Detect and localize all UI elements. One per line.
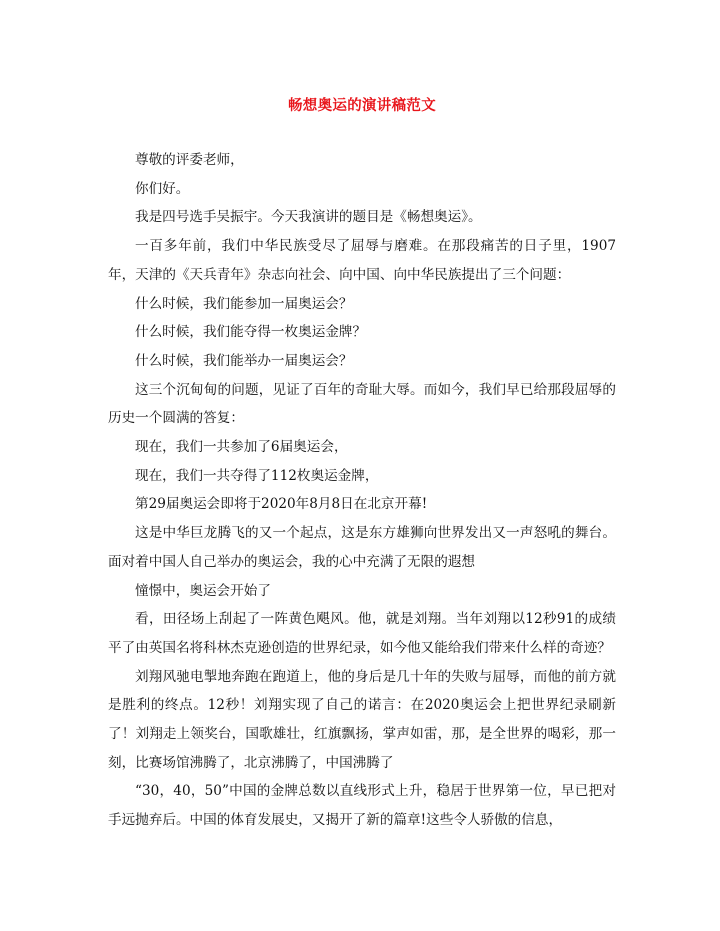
paragraph: 一百多年前，我们中华民族受尽了屈辱与磨难。在那段痛苦的日子里，1907年，天津的《天兵青年》杂志向社会、向中国、向中华民族提出了三个问题： [108, 238, 616, 283]
paragraph: 什么时候，我们能夺得一枚奥运金牌？ [135, 324, 367, 341]
paragraph: 什么时候，我们能举办一届奥运会？ [135, 352, 353, 369]
paragraph: 什么时候，我们能参加一届奥运会？ [135, 295, 353, 312]
paragraph: 第29届奥运会即将于2020年8月8日在北京开幕! [135, 496, 428, 513]
document-body [108, 146, 616, 835]
paragraph: 现在，我们一共参加了6届奥运会， [135, 439, 348, 456]
paragraph: 尊敬的评委老师， [135, 152, 244, 168]
paragraph: 这三个沉甸甸的问题，见证了百年的奇耻大辱。而如今，我们早已给那段屈辱的历史一个圆满的答复： [108, 381, 616, 427]
paragraph: 刘翔风驰电掣地奔跑在跑道上，他的身后是几十年的失败与屈辱，而他的前方就是胜利的终点。12秒！刘翔实现了自己的诺言：在2020奥运会上把世界纪录刷新了！刘翔走上领奖台，国歌雄壮，红旗飘扬，掌声如雷，那，是全世界的喝彩，那一刻，比赛场馆沸腾了，北京沸腾了，中国沸腾了 [108, 668, 616, 771]
paragraph: “30，40，50”中国的金牌总数以直线形式上升，稳居于世界第一位，早已把对手远抛弃后。中国的体育发展史，又揭开了新的篇章!这些令人骄傲的信息， [108, 783, 616, 829]
paragraph: 这是中华巨龙腾飞的又一个起点，这是东方雄狮向世界发出又一声怒吼的舞台。面对着中国人自己举办的奥运会，我的心中充满了无限的遐想 [108, 525, 616, 570]
paragraph: 憧憬中，奥运会开始了 [135, 582, 271, 599]
paragraph: 我是四号选手吴振宇。今天我演讲的题目是《畅想奥运》。 [135, 209, 482, 226]
paragraph: 看，田径场上刮起了一阵黄色飓风。他，就是刘翔。当年刘翔以12秒91的成绩平了由英国名将科林杰克逊创造的世界纪录，如今他又能给我们带来什么样的奇迹？ [108, 611, 616, 656]
document-title: 畅想奥运的演讲稿范文 [288, 97, 436, 114]
paragraph: 现在，我们一共夺得了112枚奥运金牌， [135, 467, 379, 484]
paragraph: 你们好。 [135, 180, 190, 197]
